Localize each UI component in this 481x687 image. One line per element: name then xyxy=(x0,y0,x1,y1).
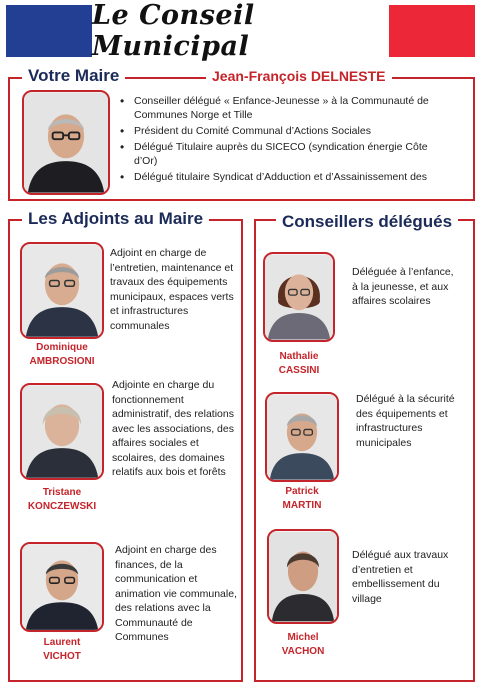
conseiller-photo-cassini xyxy=(263,252,335,342)
flag-red-stripe xyxy=(389,5,475,57)
page-title: Le Conseil Municipal xyxy=(92,0,255,62)
portrait-silhouette-icon xyxy=(265,254,333,340)
portrait-silhouette-icon xyxy=(269,531,337,622)
last-name: CASSINI xyxy=(278,365,320,376)
conseiller-photo-vachon xyxy=(267,529,339,624)
maire-role-item: • Délégué titulaire Syndicat d’Adduction et d’Assainissement des xyxy=(118,170,448,184)
first-name: Laurent xyxy=(43,637,81,648)
first-name: Patrick xyxy=(285,486,319,497)
last-name: KONCZEWSKI xyxy=(27,501,97,512)
maire-role-item: • Conseiller délégué « Enfance-Jeunesse » à la Communauté de Communes Norge et Tille xyxy=(118,94,448,122)
conseiller-name-vachon xyxy=(262,631,344,659)
first-name: Tristane xyxy=(42,487,82,498)
maire-name: Jean-François DELNESTE xyxy=(206,66,392,86)
adjoint-photo-vichot xyxy=(20,542,104,632)
last-name: AMBROSIONI xyxy=(29,356,95,367)
maire-roles-list xyxy=(118,94,448,194)
first-name: Dominique xyxy=(36,342,88,353)
maire-role-item: • Délégué Titulaire auprès du SICECO (syndication énergie Côte d’Or) xyxy=(118,140,448,168)
flag-blue-stripe xyxy=(6,5,92,57)
conseiller-name-martin xyxy=(262,485,342,513)
flag-white-stripe xyxy=(92,0,389,62)
adjoint-name-ambrosioni xyxy=(10,341,114,369)
adjoint-desc-ambrosioni: Adjoint en charge de l’entretien, maintenance et travaux des équipements municipaux, espaces verts et infrastructures communales xyxy=(110,247,234,332)
maire-photo xyxy=(22,90,110,195)
adjoint-photo-konczewski xyxy=(20,383,104,480)
conseiller-desc-martin: Délégué à la sécurité des équipements et infrastructures municipales xyxy=(356,393,455,449)
maire-section-title: Votre Maire xyxy=(22,66,125,86)
portrait-silhouette-icon xyxy=(24,92,108,193)
adjoint-name-konczewski xyxy=(10,486,114,514)
first-name: Michel xyxy=(287,632,319,643)
portrait-silhouette-icon xyxy=(22,385,102,478)
adjoint-desc-konczewski: Adjointe en charge du fonctionnement administratif, des relations avec les associations, des affaires sociales et scolaires, des domaines relatifs aux bois et forêts xyxy=(112,379,234,478)
last-name: VACHON xyxy=(281,646,325,657)
conseiller-name-cassini xyxy=(258,350,340,378)
maire-role-item: • Président du Comité Communal d’Actions Sociales xyxy=(118,124,448,138)
last-name: VICHOT xyxy=(43,651,81,662)
flag-banner xyxy=(6,0,475,62)
portrait-silhouette-icon xyxy=(267,394,337,480)
portrait-silhouette-icon xyxy=(22,244,102,337)
adjoints-section-title: Les Adjoints au Maire xyxy=(22,209,209,229)
conseiller-desc-cassini: Déléguée à l’enfance, à la jeunesse, et aux affaires scolaires xyxy=(352,266,454,307)
conseiller-desc-vachon: Délégué aux travaux d’entretien et embellissement du village xyxy=(352,549,449,605)
conseillers-section-title: Conseillers délégués xyxy=(276,212,458,232)
last-name: MARTIN xyxy=(282,500,322,511)
first-name: Nathalie xyxy=(279,351,319,362)
adjoint-photo-ambrosioni xyxy=(20,242,104,339)
portrait-silhouette-icon xyxy=(22,544,102,630)
conseiller-photo-martin xyxy=(265,392,339,482)
adjoint-name-vichot xyxy=(10,636,114,664)
adjoint-desc-vichot: Adjoint en charge des finances, de la communication et animation vie communale, des relations avec la Communauté de Communes xyxy=(115,544,237,643)
